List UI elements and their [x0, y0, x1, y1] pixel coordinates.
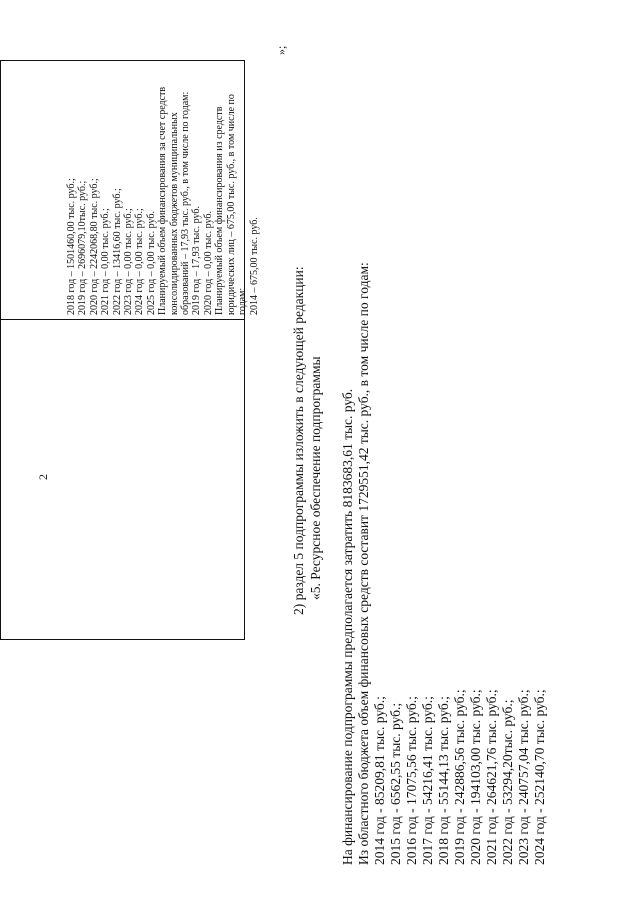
table-line: 2019 год – 2696079,10тыс. руб.;	[77, 180, 89, 315]
financing-year: 2021 год - 264621,76 тыс. руб.;	[484, 689, 499, 865]
financing-year: 2014 год - 85209,81 тыс. руб.;	[372, 696, 387, 865]
table-cell-funding	[66, 65, 260, 315]
table-line: 2022 год – 13416,60 тыс. руб.;	[111, 188, 123, 315]
financing-total: На финансирование подпрограммы предполагается затратить 8183683,61 тыс. руб.	[340, 388, 355, 865]
legal-paragraph: Планируемый объем финансирования из средств юридических лиц – 675,00 тыс. руб., в том числе по годам:	[214, 94, 249, 315]
financing-year: 2015 год - 6562,55 тыс. руб.;	[388, 702, 403, 865]
financing-block	[340, 262, 548, 865]
page-number: 2	[36, 474, 50, 480]
financing-year: 2022 год - 53294,20тыс. руб.;	[500, 699, 515, 865]
financing-year: 2016 год - 17075,56 тыс. руб.;	[404, 696, 419, 865]
closing-mark: »;	[274, 45, 288, 55]
table-line: 2023 год – 0,00 тыс. руб.;	[123, 208, 135, 315]
table-line: 2014 – 675,00 тыс. руб.	[248, 217, 260, 315]
financing-year: 2023 год - 240757,04 тыс. руб.;	[516, 689, 531, 865]
funding-table	[0, 60, 260, 640]
table-line: 2020 год – 0,00 тыс. руб.	[202, 210, 214, 315]
financing-year: 2024 год - 252140,70 тыс. руб.;	[532, 689, 547, 865]
table-line: 2020 год – 2242068,80 тыс. руб.;	[88, 178, 100, 315]
table-line: 2019 год – 17,93 тыс. руб.	[191, 205, 203, 315]
table-line: 2018 год – 1501460,00 тыс. руб.;	[66, 178, 77, 315]
table-line: 2021 год – 0,00 тыс. руб.;	[100, 208, 112, 315]
section-title: «5. Ресурсное обеспечение подпрограммы	[308, 356, 323, 600]
municipal-paragraph: Планируемый объем финансирования за счет средств консолидированных бюджетов муниципальных образований – 17,93 тыс. руб., в том числе по годам:	[157, 86, 192, 315]
financing-year: 2019 год - 242886,56 тыс. руб.;	[452, 689, 467, 865]
financing-year: 2018 год - 55144,13 тыс. руб.;	[436, 696, 451, 865]
financing-year: 2020 год - 194103,00 тыс. руб.;	[468, 689, 483, 865]
financing-year: 2017 год - 54216,41 тыс. руб.;	[420, 696, 435, 865]
table-line: 2025 год – 0,00 тыс. руб.	[145, 210, 157, 315]
financing-regional: Из областного бюджета объем финансовых средств составит 1729551,42 тыс. руб., в том числе по годам:	[356, 262, 371, 865]
table-line: 2024 год – 0,00 тыс. руб.;	[134, 208, 146, 315]
section-intro: 2) раздел 5 подпрограммы изложить в следующей редакции:	[291, 266, 306, 615]
